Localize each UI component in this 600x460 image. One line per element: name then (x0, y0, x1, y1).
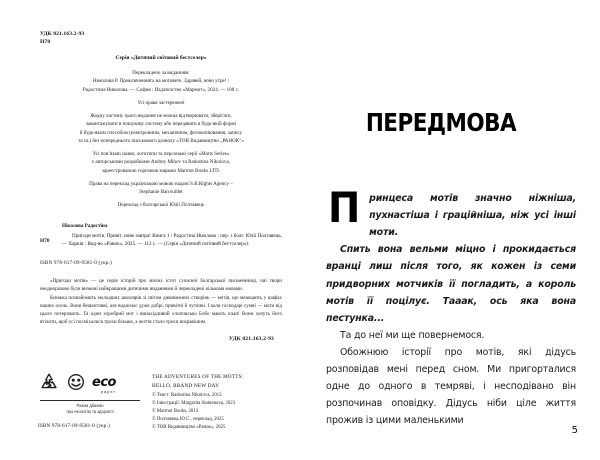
recycling-icon (38, 371, 60, 398)
preface-paragraph-4: Обожнюю історії про мотів, які дідусь розповідав мені перед сном. Ми пригорталися одне до одного в темряві, і несподівано він розпочинав оповідку. Дідусь ніби ціле життя прожив із цими маленькими (326, 346, 576, 427)
disclaimer-line-2: завантажувати в пошукову систему або передавати в будь-якій формі (86, 121, 236, 128)
original-title-line-2: HELLO, BRAND NEW DAY (152, 383, 220, 390)
preface-paragraph-1-text: ринцеса мотів значно ніжніша, пухнастіша і граційніша, ніж усі інші моти. (369, 193, 576, 239)
disclaimer-line-4: та ін.) без попереднього письмового дозволу «ТОВ Видавництво „РАНОК“» (78, 137, 244, 144)
udk-code-top: УДК 821.163.2-93 (40, 31, 85, 37)
preface-body (326, 183, 576, 430)
eco-caption-line-1: Разом дбаємо (76, 403, 104, 408)
smiling-face-icon (65, 371, 87, 398)
disclaimer-line-3: й будь-яким способом (електронним, механічним, фотокопіювання, запису (79, 129, 243, 136)
copyright-line: © Ілюстрації: Margarita Stamenova, 2023 (152, 401, 236, 407)
translated-from-label: Перекладено за виданням: (132, 70, 190, 77)
trademark-line-2: є авторськими розробками Andrey Mihov та Radostina Nikolova, (91, 159, 231, 166)
eco-column (38, 368, 142, 429)
rights-line-1: Права на переклад українською мовою надані S.B.Rights Agency – (89, 180, 233, 187)
translation-rights-notice (40, 180, 282, 197)
eco-logo-word: eco (92, 374, 116, 390)
isbn-main: ISBN 978-617-09-9581-0 (укр.) (40, 259, 112, 266)
copyright-line: © Marmot Books, 2013 (152, 408, 199, 414)
copyright-line: © Текст: Radostina Nikolova, 2013 (152, 393, 222, 399)
page-number: 5 (571, 425, 578, 436)
series-line: Серія «Дитячий світовий бестселер» (115, 54, 207, 61)
preface-title: ПЕРЕДМОВА (365, 108, 517, 137)
source-edition-line-1: Николова Р. Приключенията на мотовете. Здравей, ново утре! / (92, 78, 230, 85)
annotation-block (40, 277, 282, 327)
drop-cap: П (328, 183, 361, 232)
trademark-line-3: зареєстрованою торговою маркою Marmot Books LTD. (101, 167, 221, 174)
eco-caption-line-2: про екологію та здоров’я (66, 408, 114, 414)
disclaimer-line-1: Жодну частину цього видання не можна відтворювати, зберігати, (90, 113, 232, 120)
biblio-author: Ніколова Радостіна (62, 222, 108, 229)
udk-code-bottom: УДК 821.163.2-93 (228, 335, 274, 342)
catalog-code-top: Н70 (40, 39, 51, 46)
eco-divider (40, 400, 140, 401)
eco-paper-logo (92, 376, 116, 394)
bibliographic-record (40, 222, 282, 249)
preface-paragraph-2-text: Спить вона вельми міцно і прокидається вранці лиш після того, як кожен із семи придворних мотчиків її погладить, а король мотів її поцілує. Тааак, ось яка вона пестунка... (326, 244, 576, 324)
isbn-bottom: ISBN 978-617-09-9581-0 (укр.) (38, 422, 110, 429)
annotation-paragraph-2: Книжка познайомить молодших школярів зі світом дивовижних створінь — мотів, що мешкають у шафах наших осель. Вони бешкетливі, але водночас дуже добрі, привітні й чутливі. І коли господарі сумні — моти від цього потерпають. Та один хоробрий мот і винахідливий хлопчисько Бобо мають план! Вони хочуть його втілити, щоб усі посміхалися трохи більше, а життя стало трохи яскравішим. (40, 294, 282, 326)
preface-paragraph-1 (326, 183, 576, 327)
copyright-line: © ТОВ Видавництво «Ранок», 2025 (152, 424, 226, 430)
trademark-line-1: Усі пов’язані назви, логотипи та персонажі серії «Motts Series» (92, 151, 230, 158)
right-page-preface (300, 0, 600, 460)
annotation-paragraph-1: «Пригоди мотів» — це серія історій про милих істот сучасної болгарської письменниці, чиї твори неодноразово були визнані найкращими дитячими виданнями й перекладені кількома мовами. (40, 277, 282, 292)
rights-line-2: Stephanie Barrouillet (139, 189, 183, 196)
eco-logo-subword: paper (100, 388, 116, 394)
biblio-catalog-code: Н70 (40, 237, 50, 244)
imprint-bottom-zone (38, 368, 286, 431)
translator-credit: Переклад з болгарської Юлії Полтавець (117, 202, 205, 209)
all-rights-reserved: Усі права застережені (137, 99, 185, 106)
reproduction-disclaimer (40, 112, 282, 145)
copyright-line: © Полтавець Ю.С., переклад, 2025 (152, 416, 224, 422)
trademark-notice (40, 150, 282, 175)
source-edition-line-2: Радостина Николова. — София : Издателство «Мармот», 2024. — 108 с. (82, 86, 240, 93)
copyright-column (152, 368, 286, 431)
udk-block (40, 30, 282, 47)
eco-badges (38, 372, 142, 397)
biblio-description: Пригоди мотів. Привіт, нове завтра! Книга 1 / Радостіна Ніколова ; пер. з болг. Юлії Полтавець. — Харків : Вид-во «Ранок», 2025. — 112 с. — (Серія «Дитячий світовий бестселер»). (62, 232, 282, 248)
original-title-line-1: THE ADVENTURES OF THE MOTTS: (152, 374, 244, 380)
preface-paragraph-3: Та до неї ми ще повернемося. (340, 329, 485, 341)
